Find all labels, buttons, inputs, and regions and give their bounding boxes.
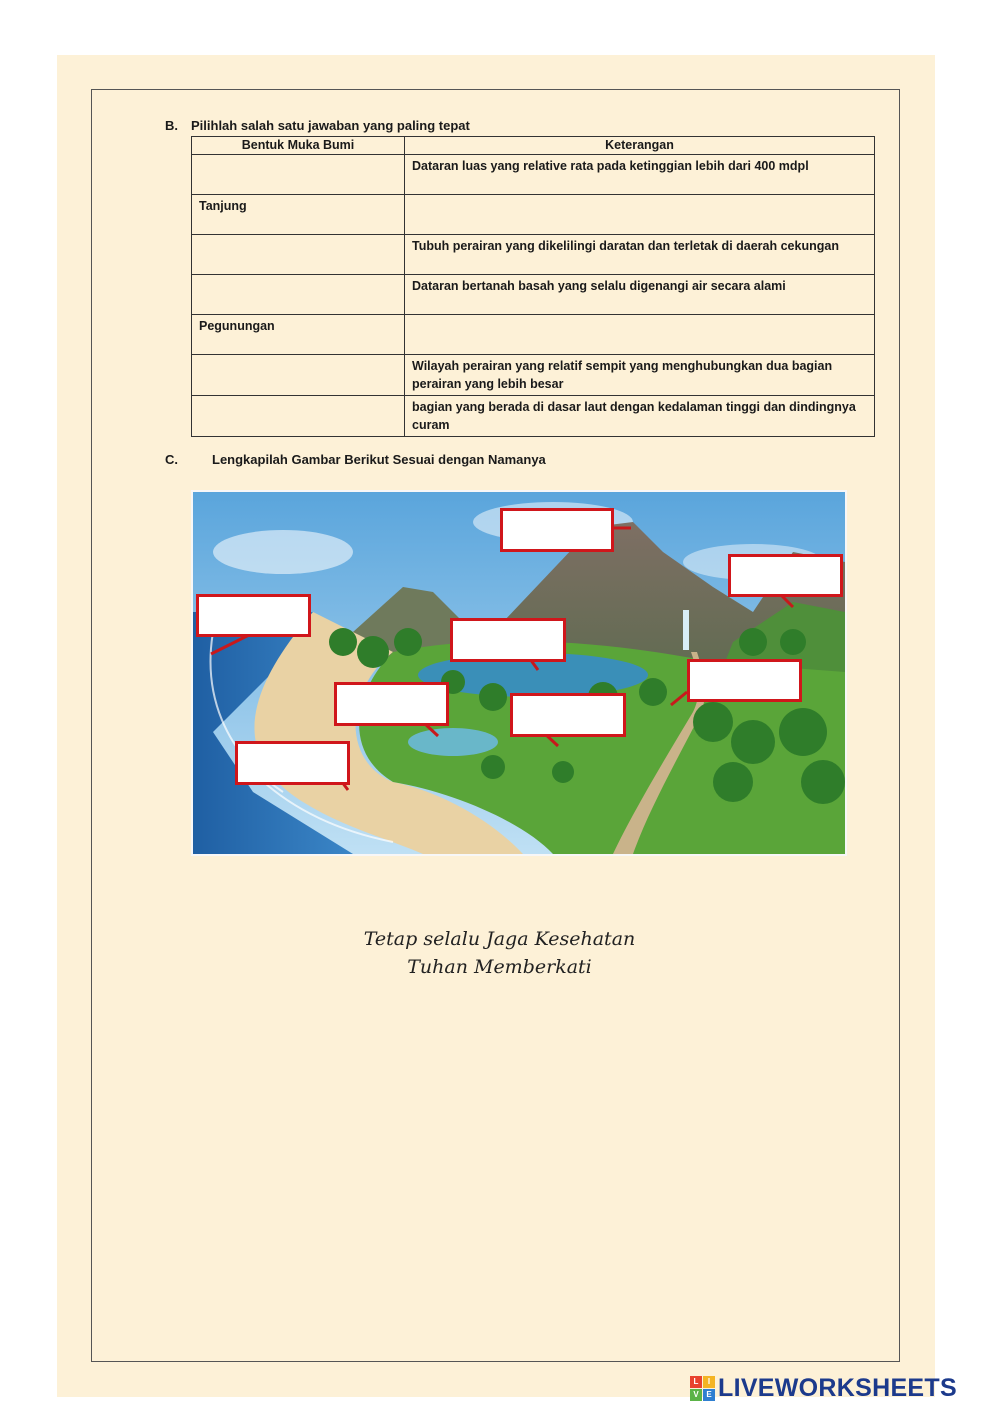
brand-mark-icon: L I V E [690, 1376, 715, 1401]
section-b-heading [165, 118, 470, 133]
answer-box-4[interactable] [450, 618, 566, 662]
keterangan-cell: Tubuh perairan yang dikelilingi daratan dan terletak di daerah cekungan [405, 235, 875, 275]
section-b-letter: B. [165, 118, 178, 133]
table-row [192, 195, 875, 235]
section-c-title: Lengkapilah Gambar Berikut Sesuai dengan Namanya [212, 452, 546, 467]
answer-box-7[interactable] [510, 693, 626, 737]
table-row [192, 315, 875, 355]
liveworksheets-logo[interactable] [690, 1372, 957, 1404]
answer-box-2[interactable] [728, 554, 843, 597]
bentuk-cell: Pegunungan [192, 315, 405, 355]
keterangan-cell[interactable] [405, 195, 875, 235]
keterangan-cell: Dataran bertanah basah yang selalu digenangi air secara alami [405, 275, 875, 315]
table-row [192, 396, 875, 437]
answer-box-6[interactable] [334, 682, 449, 726]
bentuk-cell[interactable] [192, 155, 405, 195]
bentuk-cell[interactable] [192, 275, 405, 315]
table-row [192, 235, 875, 275]
keterangan-cell: Wilayah perairan yang relatif sempit yang menghubungkan dua bagian perairan yang lebih besar [405, 355, 875, 396]
answer-box-1[interactable] [500, 508, 614, 552]
bentuk-cell[interactable] [192, 355, 405, 396]
answer-box-3[interactable] [196, 594, 311, 637]
table-row [192, 155, 875, 195]
section-b-title: Pilihlah salah satu jawaban yang paling tepat [191, 118, 470, 133]
column-header-bentuk: Bentuk Muka Bumi [192, 137, 405, 155]
landform-table [191, 136, 875, 437]
answer-box-8[interactable] [235, 741, 350, 785]
section-c-heading [165, 452, 546, 467]
bentuk-cell[interactable] [192, 396, 405, 437]
column-header-keterangan: Keterangan [405, 137, 875, 155]
closing-line-1: Tetap selalu Jaga Kesehatan [363, 928, 636, 950]
table-row [192, 275, 875, 315]
section-c-letter: C. [165, 452, 178, 467]
bentuk-cell[interactable] [192, 235, 405, 275]
landform-illustration [191, 490, 847, 856]
keterangan-cell[interactable] [405, 315, 875, 355]
keterangan-cell: bagian yang berada di dasar laut dengan kedalaman tinggi dan dindingnya curam [405, 396, 875, 437]
closing-line-2: Tuhan Memberkati [407, 956, 592, 978]
keterangan-cell: Dataran luas yang relative rata pada ketinggian lebih dari 400 mdpl [405, 155, 875, 195]
table-row [192, 355, 875, 396]
answer-box-5[interactable] [687, 659, 802, 702]
brand-text: LIVEWORKSHEETS [718, 1373, 957, 1402]
bentuk-cell: Tanjung [192, 195, 405, 235]
